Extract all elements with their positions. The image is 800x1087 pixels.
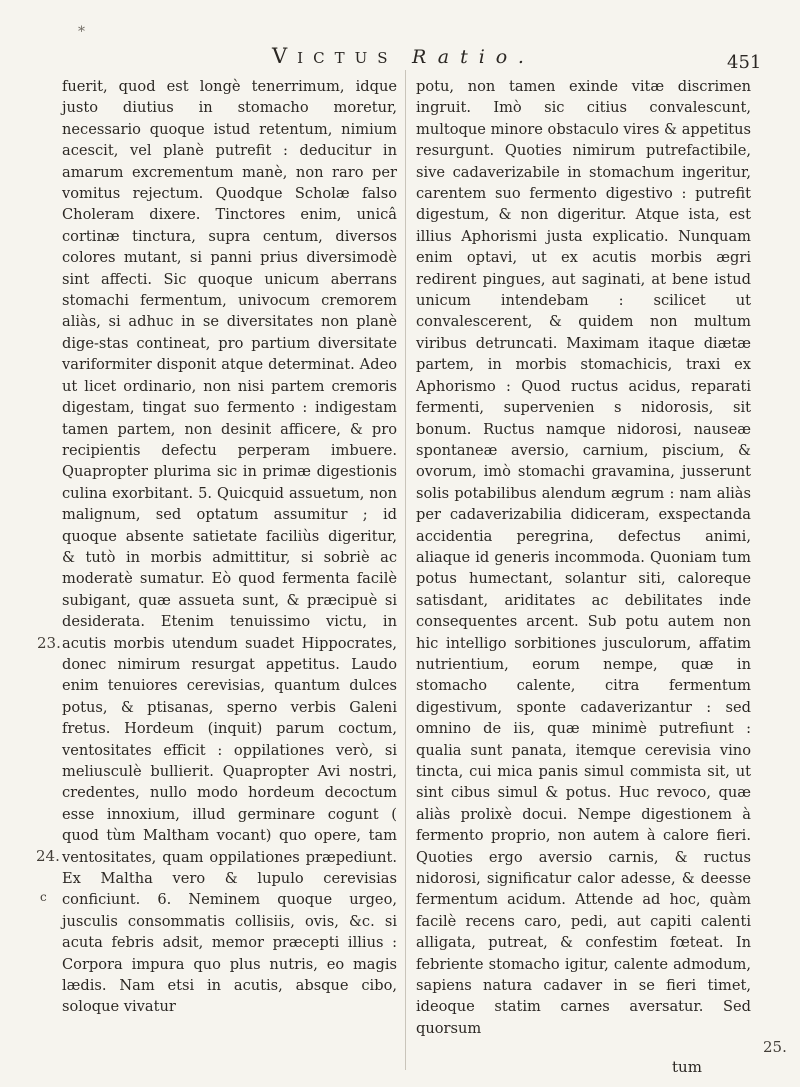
- catchword: tum: [672, 1058, 702, 1076]
- margin-number-24: 24.: [36, 847, 60, 865]
- ornament-mark: *: [78, 24, 85, 40]
- running-head: [0, 44, 800, 78]
- right-column-text: potu, non tamen exinde vitæ discrimen ingruit. Imò sic citius convalescunt, multoque minore obstaculo vires & appetitus resurgunt. Quoties nimirum putrefactibile, sive cadaverizabile in stomachum ingeritur, carentem suo fermento digestivo : putrefit digestum, & non digeritur. Atque ista, est illius Aphorismi justa explicatio. Nunquam enim optavi, ut ex acutis morbis ægri redirent pingues, aut saginati, at bene istud unicum intendebam : scilicet ut convalescerent, & quidem non multum viribus detruncati. Maximam itaque diætæ partem, in morbis stomachicis, traxi ex Aphorismo : Quod ructus acidus, reparati fermenti, supervenien s nidorosis, sit bonum. Ructus namque nidorosi, nauseæ spontaneæ aversio, carnium, piscium, & ovorum, imò stomachi gravamina, jusserunt solis potabilibus alendum ægrum : nam aliàs per cadaverizabilia didiceram, exspectanda accidentia peregrina, defectus animi, aliaque id generis incommoda. Quoniam tum potus humectant, solantur siti, caloreque satisdant, ariditates ac debilitates inde consequentes arcent. Sub potu autem non hic intelligo sorbitiones jusculorum, affatim nutrientium, eorum nempe, quæ in stomacho calente, citra fermentum digestivum, sponte cadaverizantur : sed omnino de iis, quæ minimè putrefiunt : qualia sunt panata, itemque cerevisia vino tincta, cui mica panis simul commista sit, ut sint cibus simul & potus. Huc revoco, quæ aliàs prolixè docui. Nempe digestionem à fermento proprio, non autem à calore fieri. Quoties ergo aversio carnis, & ructus nidorosi, significatur calor adesse, & deesse fermentum acidum. Attende ad hoc, quàm facilè recens caro, pedi, aut capiti calenti alligata, putreat, & confestim fœteat. In febriente stomacho igitur, calente admodum, sapiens natura cadaver in se fieri timet, ideoque statim carnes aversatur. Sed quorsum: [416, 78, 751, 1037]
- column-divider: [405, 70, 406, 1070]
- margin-number-25: 25.: [763, 1038, 787, 1056]
- left-column-text: fuerit, quod est longè tenerrimum, idque justo diutius in stomacho moretur, necessario quoque istud retentum, nimium acescit, vel planè putrefit : deducitur in amarum excrementum manè, non raro per vomitus rejectum. Quodque Scholæ falso Choleram dixere. Tinctores enim, unicâ cortinæ tinctura, supra centum, diversos colores mutant, si panni prius diversimodè sint affecti. Sic quoque unicum aberrans stomachi fermentum, univocum cremorem aliàs, si adhuc in se diversitates non planè dige-stas contineat, pro partium diversitate variformiter disponit atque determinat. Adeo ut licet ordinario, non nisi partem cremoris digestam, tingat suo fermento : indigestam tamen partem, non desinit afficere, & pro recipientis defectu perperam imbuere. Quapropter plurima sic in primæ digestionis culina exorbitant. 5. Quicquid assuetum, non malignum, sed optatum assumitur ; id quoque absente satietate faciliùs digeritur, & tutò in morbis admittitur, si sobriè ac moderatè sumatur. Eò quod fermenta facilè subigant, quæ assueta sunt, & præcipuè si desiderata. Etenim tenuissimo victu, in acutis morbis utendum suadet Hippocrates, donec nimirum resurgat appetitus. Laudo enim tenuiores cerevisias, quantum dulces potus, & ptisanas, sperno verbis Galeni fretus. Hordeum (inquit) parum coctum, ventositates efficit : oppilationes verò, si meliusculè bullierit. Quapropter Avi nostri, credentes, nullo modo hordeum decoctum esse innoxium, illud germinare cogunt ( quod tùm Maltham vocant) quo opere, tam ventositates, quam oppilationes præpediunt. Ex Maltha vero & lupulo cerevisias conficiunt. 6. Neminem quoque urgeo, jusculis consommatis collisiis, ovis, &c. si acuta febris adsit, memor præcepti illius : Corpora impura quo plus nutris, eo magis lædis. Nam etsi in acutis, absque cibo, soloque vivatur: [62, 78, 397, 1016]
- left-column: [62, 76, 397, 1018]
- margin-mark: c: [40, 890, 47, 904]
- running-head-right: Ratio.: [412, 46, 535, 68]
- right-column: [416, 76, 751, 1039]
- running-head-left: Victus: [272, 44, 398, 68]
- page-number: 451: [727, 52, 762, 73]
- margin-number-23: 23.: [37, 634, 61, 652]
